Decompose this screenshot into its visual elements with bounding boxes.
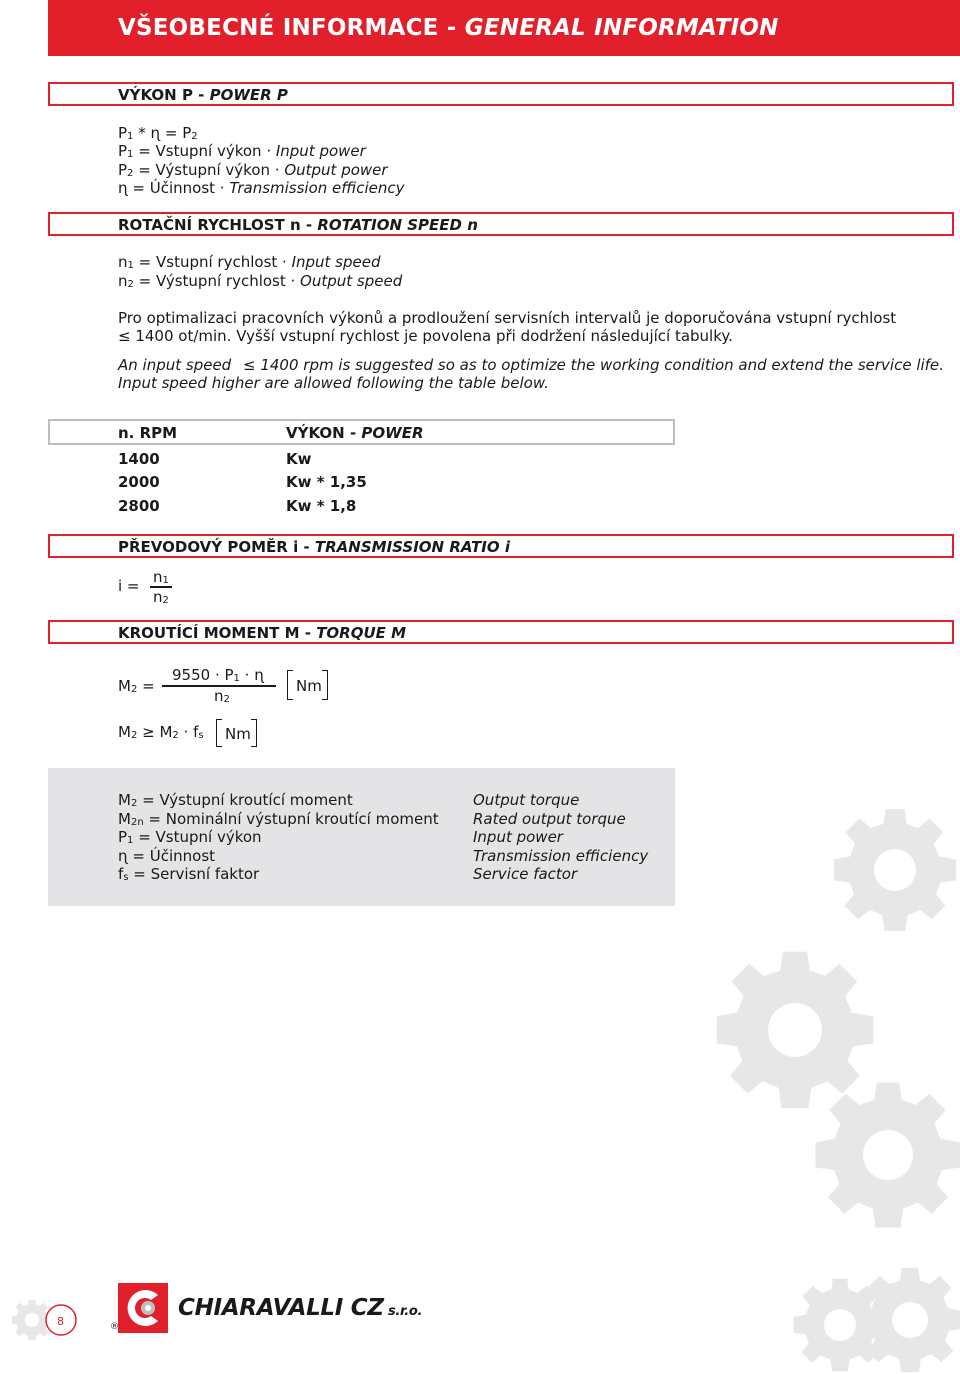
ratio-numerator: $n_1$ — [153, 568, 169, 586]
speed-paragraph-en-2: Input speed higher are allowed following the table below. — [118, 374, 549, 392]
table-cell-rpm: 1400 — [118, 450, 160, 468]
legend-row-en: Output torque — [473, 791, 580, 809]
table-cell-power: Kw * 1,35 — [286, 473, 367, 491]
speed-paragraph-en-1a: An input speed — [118, 356, 232, 374]
legend-row: ɳ = Účinnost — [118, 847, 216, 865]
ratio-lhs: i = — [118, 577, 140, 595]
legend-row-en: Service factor — [473, 865, 578, 883]
bracket-right — [322, 670, 328, 700]
table-cell-rpm: 2000 — [118, 473, 160, 491]
gear-icon — [816, 1083, 960, 1228]
table-cell-power: Kw * 1,8 — [286, 497, 357, 515]
section-title-power: VÝKON P - POWER P — [118, 86, 288, 104]
power-line-input: $P_1$ = Vstupní výkon · Input power — [118, 142, 366, 160]
torque-eq1-numerator: $9550 \cdot P_1$ · ɳ — [172, 666, 264, 684]
legend-row-en: Input power — [473, 828, 563, 846]
section-title-torque: KROUTÍCÍ MOMENT M - TORQUE M — [118, 624, 407, 642]
legend-row-en: Rated output torque — [473, 810, 626, 828]
bracket-right — [251, 719, 257, 747]
torque-eq1-lhs: $M_2$ = — [118, 677, 155, 695]
speed-paragraph-en-1b: ≤ 1400 rpm is suggested so as to optimize the working condition and extend the service life. — [243, 356, 944, 374]
section-title-speed: ROTAČNÍ RYCHLOST n - ROTATION SPEED n — [118, 216, 478, 234]
legend-row-en: Transmission efficiency — [473, 847, 649, 865]
page-title: VŠEOBECNÉ INFORMACE - GENERAL INFORMATION — [118, 15, 779, 41]
torque-eq1-denominator: $n_2$ — [214, 687, 230, 705]
gear-icon — [794, 1279, 887, 1372]
torque-eq1-unit: Nm — [296, 677, 322, 695]
torque-eq2-unit: Nm — [225, 725, 251, 743]
page-number: 8 — [57, 1315, 64, 1328]
table-cell-power: Kw — [286, 450, 312, 468]
table-cell-rpm: 2800 — [118, 497, 160, 515]
legend-row: $M_{2n}$ = Nominální výstupní kroutící moment — [118, 810, 439, 828]
power-line-output: $P_2$ = Výstupní výkon · Output power — [118, 161, 388, 179]
gear-icon — [717, 952, 874, 1109]
table-col-rpm: n. RPM — [118, 424, 178, 442]
torque-eq2: $M_2 \ge M_2 \cdot f_s$ — [118, 723, 204, 741]
power-formula: $P_1$ * ɳ = $P_2$ — [118, 124, 198, 142]
bracket-left — [287, 670, 293, 700]
bracket-left — [216, 719, 222, 747]
registered-mark: ® — [110, 1322, 119, 1332]
legend-row: $P_1$ = Vstupní výkon — [118, 828, 262, 846]
table-col-power: VÝKON - POWER — [286, 424, 424, 442]
speed-line-input: $n_1$ = Vstupní rychlost · Input speed — [118, 253, 381, 271]
legend-row: $f_s$ = Servisní faktor — [118, 865, 260, 883]
gear-icon — [834, 809, 956, 931]
company-logo — [118, 1283, 168, 1333]
ratio-denominator: $n_2$ — [153, 588, 169, 606]
legend-row: $M_2$ = Výstupní kroutící moment — [118, 791, 353, 809]
power-line-efficiency: ɳ = Účinnost · Transmission efficiency — [118, 179, 405, 197]
speed-paragraph-cz-2: ≤ 1400 ot/min. Vyšší vstupní rychlost je povolena při dodržení následující tabulky. — [118, 327, 733, 345]
section-title-ratio: PŘEVODOVÝ POMĚR i - TRANSMISSION RATIO i — [118, 538, 510, 556]
company-name: CHIARAVALLI CZ s.r.o. — [178, 1295, 423, 1321]
speed-line-output: $n_2$ = Výstupní rychlost · Output speed — [118, 272, 403, 290]
speed-paragraph-cz-1: Pro optimalizaci pracovních výkonů a prodloužení servisních intervalů je doporučována vstupní rychlost — [118, 309, 897, 327]
